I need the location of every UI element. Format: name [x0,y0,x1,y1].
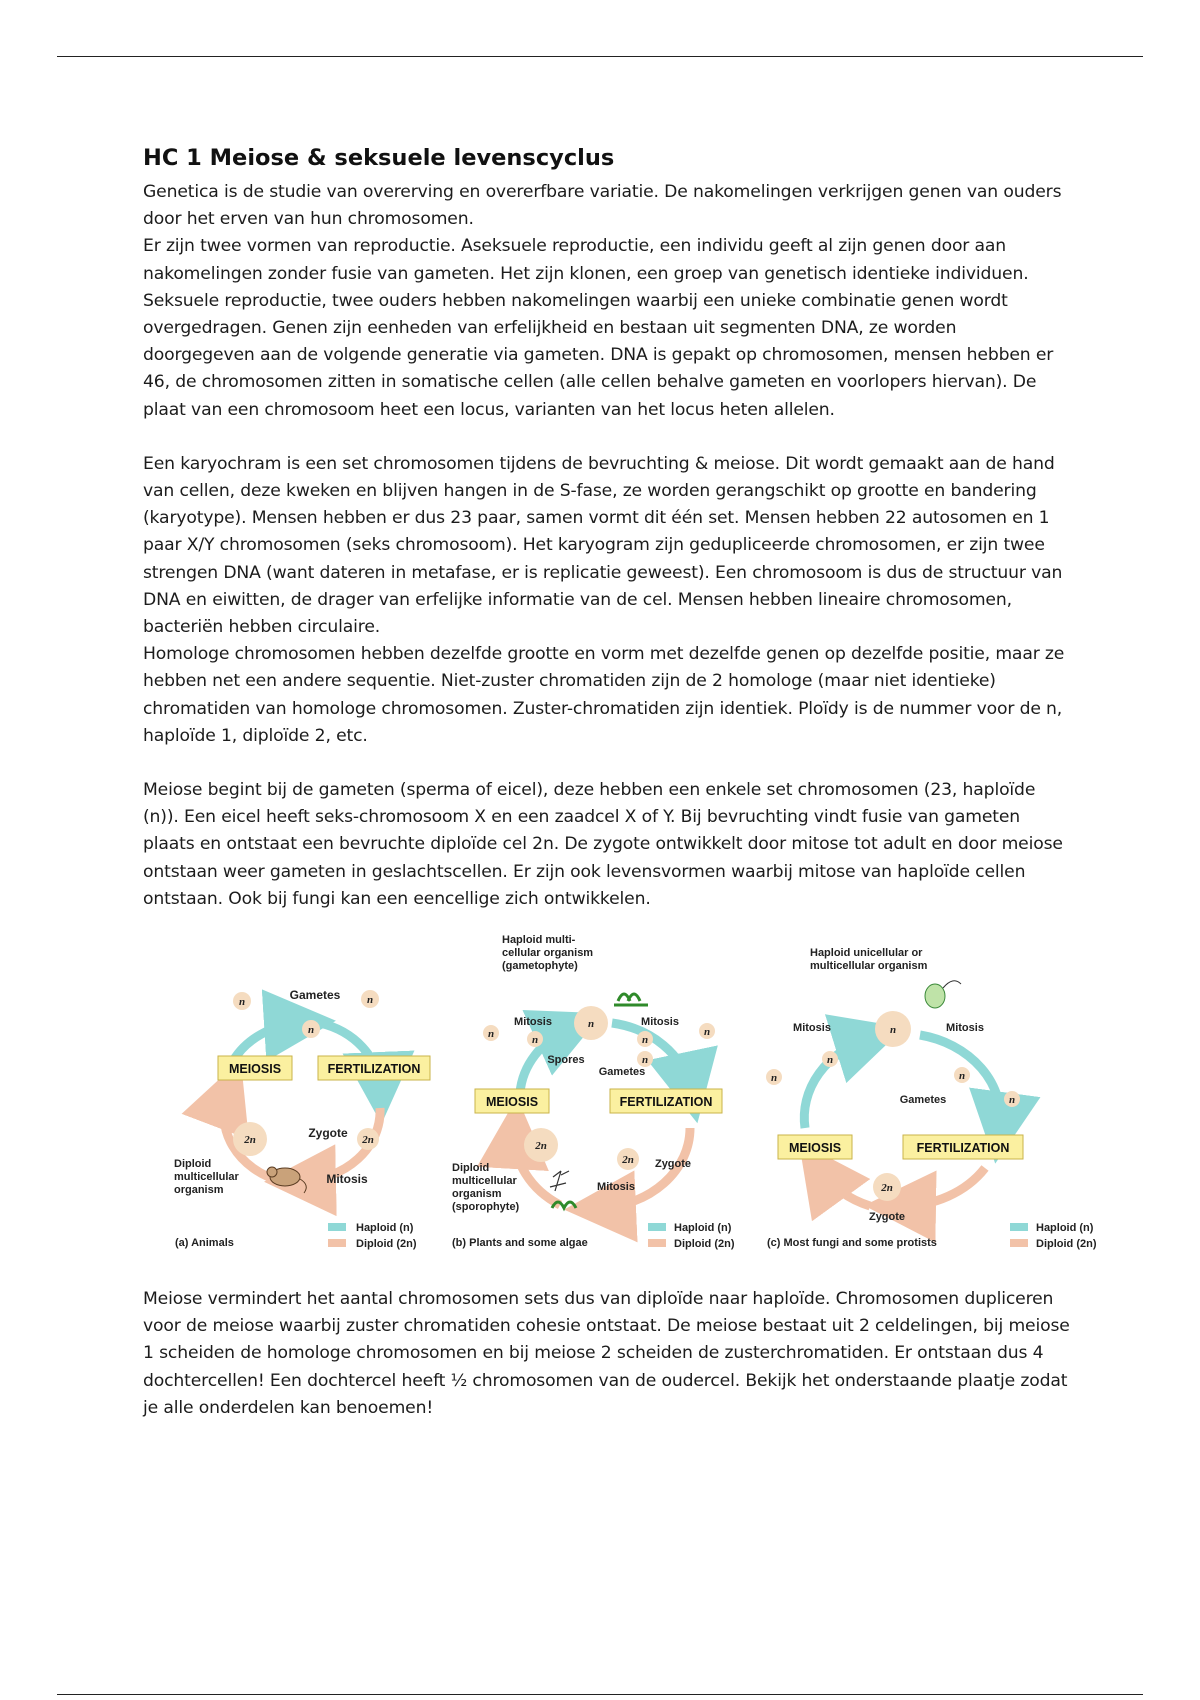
legend-diploid-label: Diploid (2n) [674,1238,735,1251]
gametophyte-label: (gametophyte) [502,960,578,973]
paragraph-meiosis-reduction: Meiose vermindert het aantal chromosomen sets dus van diploïde naar haploïde. Chromosomen dupliceren voor de meiose waarbij zuster chromatiden cohesie ontstaat. De meiose bestaat uit 2 celdelingen, bij meiose 1 scheiden de homologe chromosomen en bij meiose 2 scheiden de zusterchromatiden. Er ontstaan dus 4 dochtercellen! Een dochtercel heeft ½ chromosomen van de oudercel. Bekijk het onderstaande plaatje zodat je alle onderdelen kan benoemen! [143,1289,1070,1418]
mitosis-label: Mitosis [641,1016,679,1029]
gametophyte-label: cellular organism [502,947,594,960]
cell-label: 2n [244,1134,256,1147]
cell-label: n [770,1072,778,1085]
cell-label: n [307,1024,315,1037]
life-cycle-figure [0,923,1110,1278]
mitosis-label: Mitosis [597,1181,635,1194]
header-rule [57,56,1143,57]
sporophyte-label: (sporophyte) [452,1201,520,1214]
legend-diploid-swatch [1010,1239,1028,1247]
cell-label: 2n [362,1134,374,1147]
document-body [143,143,1097,1422]
meiosis-label: MEIOSIS [228,1062,282,1077]
zygote-label: Zygote [654,1158,692,1171]
sporophyte-label: Diploid [452,1162,490,1175]
cycle-plants [452,934,735,1250]
legend-haploid-label: Haploid (n) [1036,1222,1094,1235]
cell-label: n [487,1028,495,1041]
cell-label: 2n [535,1140,547,1153]
footer-rule [57,1694,1143,1695]
mitosis-label: Mitosis [946,1022,984,1035]
gametophyte-label: Haploid multi- [502,934,576,947]
haploid-arrow [233,1023,300,1061]
cycle-fungi [766,947,1097,1250]
cell-label: n [366,994,374,1007]
zygote-label: Zygote [868,1211,906,1224]
legend-haploid-swatch [648,1223,666,1231]
legend-haploid-label: Haploid (n) [356,1222,414,1235]
paragraph-karyogram: Een karyochram is een set chromosomen tijdens de bevruchting & meiose. Dit wordt gemaakt aan de hand van cellen, deze kweken en blijven hangen in de S-fase, ze worden gerangschikt op grootte en bandering (karyotype). Mensen hebben er dus 23 paar, samen vormt dit één set. Mensen hebben 22 autosomen en 1 paar X/Y chromosomen (seks chromosoom). Het karyogram zijn gedupliceerde chromosomen, er zijn twee strengen DNA (want dateren in metafase, er is replicatie geweest). Een chromosoom is dus de structuur van DNA en eiwitten, de drager van erfelijke informatie van de cel. Mensen hebben lineaire chromosomen, bacteriën hebben circulaire. [143,453,1063,638]
caption-plants: (b) Plants and some algae [452,1237,588,1250]
organism-label: Diploid [174,1158,212,1171]
mitosis-label: Mitosis [514,1016,552,1029]
mitosis-label: Mitosis [326,1172,368,1187]
spores-label: Spores [547,1054,585,1067]
organism-label: multicellular [174,1171,239,1184]
haploid-arrow [804,1038,870,1128]
cell-label: n [826,1054,834,1067]
haploid-organism-label: multicellular organism [810,960,928,973]
legend-haploid-swatch [1010,1223,1028,1231]
cell-label: n [641,1054,649,1067]
diploid-arrow [820,1171,870,1206]
legend-diploid-swatch [648,1239,666,1247]
cell-label: n [958,1070,966,1083]
fertilization-label: FERTILIZATION [916,1141,1010,1156]
fertilization-label: FERTILIZATION [327,1062,421,1077]
moss-icon [614,994,648,1005]
paragraph-homologous: Homologe chromosomen hebben dezelfde grootte en vorm met dezelfde genen op dezelfde positie, maar ze hebben net een andere sequentie. Niet-zuster chromatiden zijn de 2 homologe (maar niet identieke) chromatiden van homologe chromosomen. Zuster-chromatiden zijn identiek. Ploïdy is de nummer voor de n, haploïde 1, diploïde 2, etc. [143,644,1065,746]
cell-label: 2n [622,1154,634,1167]
sporophyte-label: organism [452,1188,502,1201]
legend-diploid-label: Diploid (2n) [356,1238,417,1251]
cell-label: n [531,1034,539,1047]
paragraph-genetics-intro: Genetica is de studie van overerving en overerfbare variatie. De nakomelingen verkrijgen genen van ouders door het erven van hun chromosomen. [143,182,1062,230]
cell-label: n [587,1018,595,1031]
cell-label: n [889,1024,897,1037]
paragraph-meiosis-gametes: Meiose begint bij de gameten (sperma of eicel), deze hebben een enkele set chromosomen (23, haploïde (n)). Een eicel heeft seks-chromosoom X en een zaadcel X of Y. Bij bevruchting vindt fusie van gameten plaats en ontstaat een bevruchte diploïde cel 2n. De zygote ontwikkelt door mitose tot adult en door meiose ontstaan weer gameten in geslachtscellen. Er zijn ook levensvormen waarbij mitose van haploïde cellen ontstaan. Ook bij fungi kan een eencellige zich ontwikkelen. [143,780,1063,909]
cell-label: n [641,1034,649,1047]
legend-haploid-swatch [328,1223,346,1231]
cell-label: n [1008,1094,1016,1107]
cell-label: 2n [881,1182,893,1195]
legend-diploid-swatch [328,1239,346,1247]
mitosis-label: Mitosis [793,1022,831,1035]
page-title: HC 1 Meiose & seksuele levenscyclus [143,145,615,171]
diploid-arrow [900,1168,985,1206]
organism-label: organism [174,1184,224,1197]
cell-label: n [238,996,246,1009]
protist-icon [925,981,961,1008]
gametes-label: Gametes [289,988,341,1003]
cell-label: n [703,1026,711,1039]
cycle-animals [174,988,430,1250]
sporophyte-label: multicellular [452,1175,517,1188]
zygote-label: Zygote [308,1126,348,1141]
life-cycle-diagram [0,923,1110,1278]
paragraph-reproduction: Er zijn twee vormen van reproductie. Aseksuele reproductie, een individu geeft al zijn genen door aan nakomelingen zonder fusie van gameten. Het zijn klonen, een groep van genetisch identieke individuen. Seksuele reproductie, twee ouders hebben nakomelingen waarbij een unieke combinatie genen wordt overgedragen. Genen zijn eenheden van erfelijkheid en bestaan uit segmenten DNA, ze worden doorgegeven aan de volgende generatie via gameten. DNA is gepakt op chromosomen, mensen hebben er 46, de chromosomen zitten in somatische cellen (alle cellen behalve gameten en voorlopers hiervan). De plaat van een chromosoom heet een locus, varianten van het locus heten allelen. [143,236,1054,420]
legend-haploid-label: Haploid (n) [674,1222,732,1235]
legend-diploid-label: Diploid (2n) [1036,1238,1097,1251]
haploid-organism-label: Haploid unicellular or [810,947,923,960]
caption-fungi: (c) Most fungi and some protists [767,1237,937,1250]
meiosis-label: MEIOSIS [485,1095,539,1110]
caption-animals: (a) Animals [175,1237,234,1250]
fertilization-label: FERTILIZATION [619,1095,713,1110]
meiosis-label: MEIOSIS [788,1141,842,1156]
gametes-label: Gametes [899,1094,947,1107]
gametes-label: Gametes [598,1066,646,1079]
